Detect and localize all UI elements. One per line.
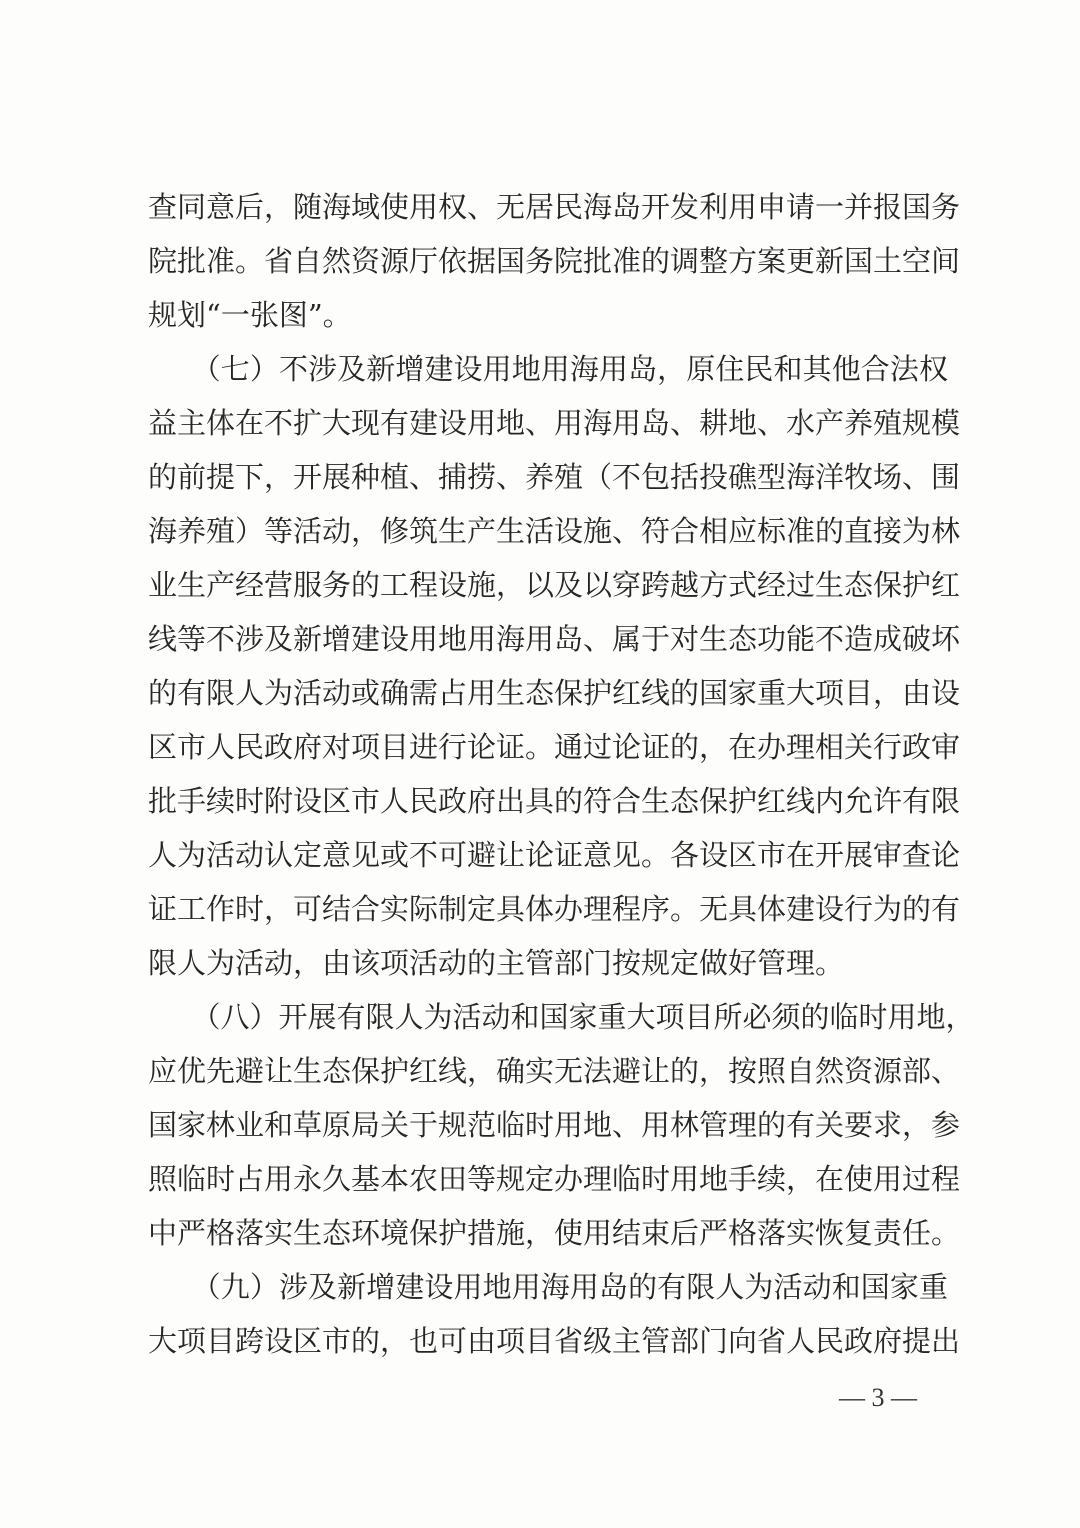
text-line: 海养殖）等活动，修筑生产生活设施、符合相应标准的直接为林: [148, 514, 961, 548]
text-line: 人为活动认定意见或不可避让论证意见。各设区市在开展审查论: [148, 838, 961, 872]
text-line: 照临时占用永久基本农田等规定办理临时用地手续，在使用过程: [148, 1162, 961, 1196]
text-line: 益主体在不扩大现有建设用地、用海用岛、耕地、水产养殖规模: [148, 406, 961, 440]
page-number: — 3 —: [839, 1383, 917, 1412]
text-line: 大项目跨设区市的，也可由项目省级主管部门向省人民政府提出: [148, 1324, 961, 1358]
text-line: 查同意后，随海域使用权、无居民海岛开发利用申请一并报国务: [148, 190, 961, 224]
text-line: 的前提下，开展种植、捕捞、养殖（不包括投礁型海洋牧场、围: [148, 460, 961, 494]
text-line: 区市人民政府对项目进行论证。通过论证的，在办理相关行政审: [148, 730, 961, 764]
text-line: 业生产经营服务的工程设施，以及以穿跨越方式经过生态保护红: [148, 568, 961, 602]
text-line: 规划“一张图”。: [148, 298, 352, 332]
text-line: （九）涉及新增建设用地用海用岛的有限人为活动和国家重: [148, 1270, 948, 1304]
text-line: 国家林业和草原局关于规范临时用地、用林管理的有关要求，参: [148, 1108, 961, 1142]
text-line: 的有限人为活动或确需占用生态保护红线的国家重大项目，由设: [148, 676, 961, 710]
text-line: （七）不涉及新增建设用地用海用岛，原住民和其他合法权: [148, 352, 948, 386]
text-line: （八）开展有限人为活动和国家重大项目所必须的临时用地，: [148, 1000, 975, 1034]
text-line: 院批准。省自然资源厅依据国务院批准的调整方案更新国土空间: [148, 244, 961, 278]
text-line: 应优先避让生态保护红线，确实无法避让的，按照自然资源部、: [148, 1054, 961, 1088]
text-line: 线等不涉及新增建设用地用海用岛、属于对生态功能不造成破坏: [148, 622, 961, 656]
text-line: 中严格落实生态环境保护措施，使用结束后严格落实恢复责任。: [148, 1216, 961, 1250]
text-line: 限人为活动，由该项活动的主管部门按规定做好管理。: [148, 946, 845, 980]
text-line: 批手续时附设区市人民政府出具的符合生态保护红线内允许有限: [148, 784, 961, 818]
document-body: [148, 180, 975, 1368]
text-line: 证工作时，可结合实际制定具体办理程序。无具体建设行为的有: [148, 892, 961, 926]
